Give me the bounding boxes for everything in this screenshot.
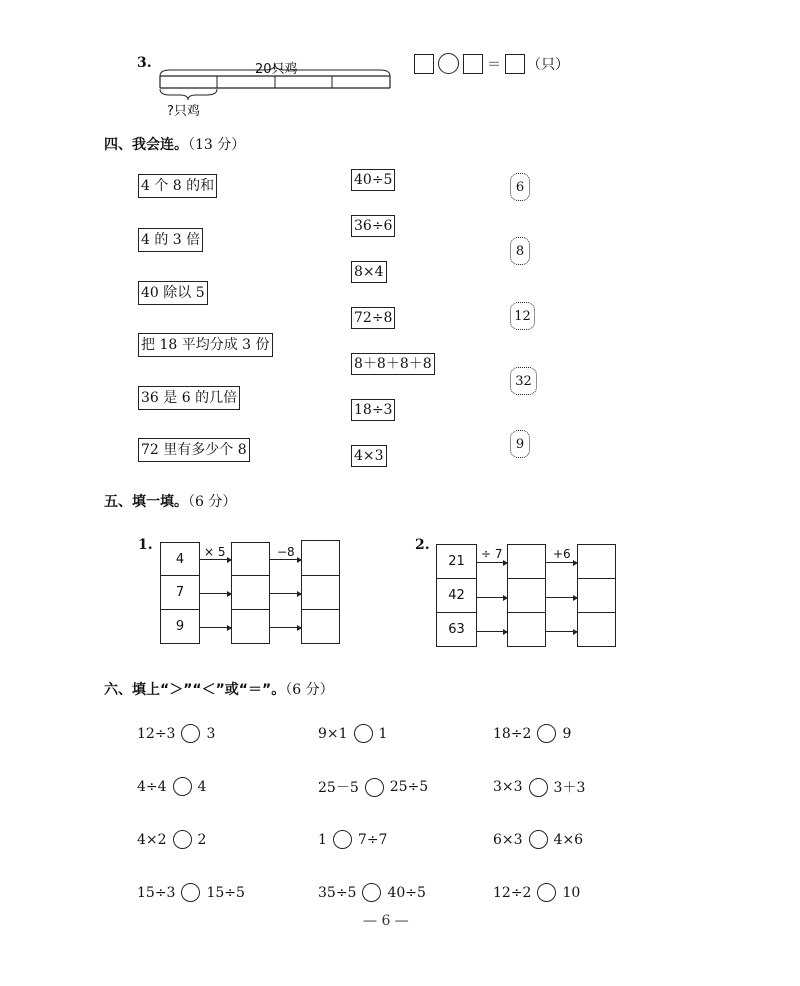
compare-circle[interactable]	[537, 724, 556, 743]
blank-cell[interactable]	[577, 544, 616, 579]
unit-label: （只）	[527, 56, 569, 73]
input-cell: 4	[160, 542, 200, 576]
left-item[interactable]: 4 的 3 倍	[138, 228, 203, 252]
input-cell: 9	[160, 609, 200, 644]
arrow-right-icon	[200, 559, 231, 560]
right-expression: 3	[206, 725, 216, 742]
right-expression: 7÷7	[357, 831, 388, 848]
section-5-title: 五、填一填。	[104, 494, 188, 510]
compare-circle[interactable]	[365, 778, 384, 797]
table-2-number: 2.	[415, 537, 430, 553]
answer-bubble[interactable]: 12	[510, 302, 535, 330]
blank-cell[interactable]	[507, 544, 546, 579]
middle-expression[interactable]: 8×4	[351, 261, 387, 283]
blank-cell[interactable]	[577, 578, 616, 613]
comparison-item	[318, 724, 387, 743]
operation-label: × 5	[204, 545, 226, 559]
right-expression: 10	[562, 884, 581, 901]
arrow-right-icon	[477, 597, 507, 598]
answer-box-result[interactable]	[505, 54, 525, 74]
compare-circle[interactable]	[537, 883, 556, 902]
input-cell: 21	[436, 544, 477, 579]
comparison-item	[493, 883, 580, 902]
answer-bubble[interactable]: 6	[510, 173, 530, 201]
blank-cell[interactable]	[301, 609, 340, 644]
comparison-item	[318, 830, 387, 849]
middle-expression[interactable]: 4×3	[351, 445, 387, 467]
answer-bubble[interactable]: 9	[510, 430, 530, 458]
page-number: — 6 —	[363, 913, 409, 929]
middle-expression[interactable]: 18÷3	[351, 399, 395, 421]
equals-sign: ＝	[487, 56, 501, 73]
left-expression: 4×2	[137, 831, 167, 848]
compare-circle[interactable]	[173, 830, 192, 849]
comparison-item	[318, 883, 426, 902]
compare-circle[interactable]	[362, 883, 381, 902]
arrow-right-icon	[546, 597, 577, 598]
comparison-item	[137, 830, 206, 849]
left-expression: 6×3	[493, 831, 523, 848]
compare-circle[interactable]	[529, 830, 548, 849]
section-6-heading	[104, 679, 334, 699]
comparison-item	[493, 777, 585, 797]
question-3-number: 3.	[137, 55, 152, 71]
blank-cell[interactable]	[507, 612, 546, 647]
left-expression: 18÷2	[493, 725, 532, 742]
right-expression: 4×6	[553, 831, 584, 848]
left-item[interactable]: 72 里有多少个 8	[138, 438, 250, 462]
answer-box-1[interactable]	[414, 54, 434, 74]
middle-expression[interactable]: 36÷6	[351, 215, 395, 237]
left-item[interactable]: 4 个 8 的和	[138, 174, 217, 198]
left-expression: 9×1	[318, 725, 348, 742]
table-1-number: 1.	[138, 537, 153, 553]
comparison-item	[318, 777, 428, 797]
blank-cell[interactable]	[301, 575, 340, 610]
right-expression: 9	[562, 725, 572, 742]
right-expression: 25÷5	[389, 779, 429, 795]
blank-cell[interactable]	[231, 542, 270, 576]
right-expression: 1	[378, 725, 388, 742]
left-expression: 15÷3	[137, 884, 176, 901]
arrow-right-icon	[270, 627, 301, 628]
comparison-item	[493, 830, 583, 849]
arrow-right-icon	[546, 562, 577, 563]
section-6-title: 六、填上“＞”“＜”或“＝”。	[104, 682, 286, 698]
arrow-right-icon	[477, 631, 507, 632]
arrow-right-icon	[546, 631, 577, 632]
section-5-points: （6 分）	[188, 494, 237, 510]
left-item[interactable]: 36 是 6 的几倍	[138, 386, 240, 410]
arrow-right-icon	[200, 627, 231, 628]
blank-cell[interactable]	[301, 540, 340, 576]
left-item[interactable]: 把 18 平均分成 3 份	[138, 333, 273, 357]
blank-cell[interactable]	[507, 578, 546, 613]
section-4-points: （13 分）	[188, 137, 246, 153]
operation-label: ÷ 7	[481, 547, 503, 561]
right-expression: 4	[197, 778, 207, 795]
operation-label: −8	[277, 545, 295, 559]
compare-circle[interactable]	[173, 777, 192, 796]
left-item[interactable]: 40 除以 5	[138, 281, 208, 305]
equation-answer-row	[414, 53, 569, 74]
comparison-item	[137, 883, 245, 902]
input-cell: 7	[160, 575, 200, 610]
section-6-points: （6 分）	[285, 682, 334, 698]
compare-circle[interactable]	[354, 724, 373, 743]
section-4-title: 四、我会连。	[104, 137, 188, 153]
right-expression: 3＋3	[553, 780, 586, 796]
left-expression: 12÷3	[137, 725, 176, 742]
right-expression: 15÷5	[206, 884, 245, 901]
left-expression: 3×3	[493, 779, 523, 795]
compare-circle[interactable]	[181, 724, 200, 743]
answer-box-2[interactable]	[463, 54, 483, 74]
comparison-item	[493, 724, 571, 743]
blank-cell[interactable]	[577, 612, 616, 647]
answer-bubble[interactable]: 32	[510, 367, 537, 395]
right-expression: 40÷5	[387, 884, 426, 901]
arrow-right-icon	[270, 559, 301, 560]
comparison-item	[137, 724, 215, 743]
middle-expression[interactable]: 8＋8＋8＋8	[351, 353, 435, 375]
left-expression: 25－5	[318, 780, 359, 796]
arrow-right-icon	[200, 593, 231, 594]
comparison-item	[137, 777, 206, 796]
left-expression: 4÷4	[137, 778, 167, 795]
part-chicken-label: ?只鸡	[167, 104, 200, 119]
compare-circle[interactable]	[181, 883, 200, 902]
arrow-right-icon	[477, 562, 507, 563]
section-5-heading	[104, 491, 236, 511]
right-expression: 2	[197, 831, 207, 848]
input-cell: 42	[436, 578, 477, 613]
arrow-right-icon	[270, 593, 301, 594]
left-expression: 35÷5	[318, 884, 357, 901]
blank-cell[interactable]	[231, 609, 270, 644]
left-expression: 12÷2	[493, 884, 532, 901]
blank-cell[interactable]	[231, 575, 270, 610]
middle-expression[interactable]: 72÷8	[351, 307, 395, 329]
left-expression: 1	[318, 831, 327, 848]
input-cell: 63	[436, 612, 477, 647]
operator-circle[interactable]	[438, 53, 459, 74]
total-chicken-label: 20只鸡	[255, 62, 298, 77]
operation-label: +6	[553, 547, 571, 561]
answer-bubble[interactable]: 8	[510, 237, 530, 265]
compare-circle[interactable]	[529, 778, 548, 797]
middle-expression[interactable]: 40÷5	[351, 169, 395, 191]
compare-circle[interactable]	[333, 830, 352, 849]
section-4-heading	[104, 134, 245, 154]
